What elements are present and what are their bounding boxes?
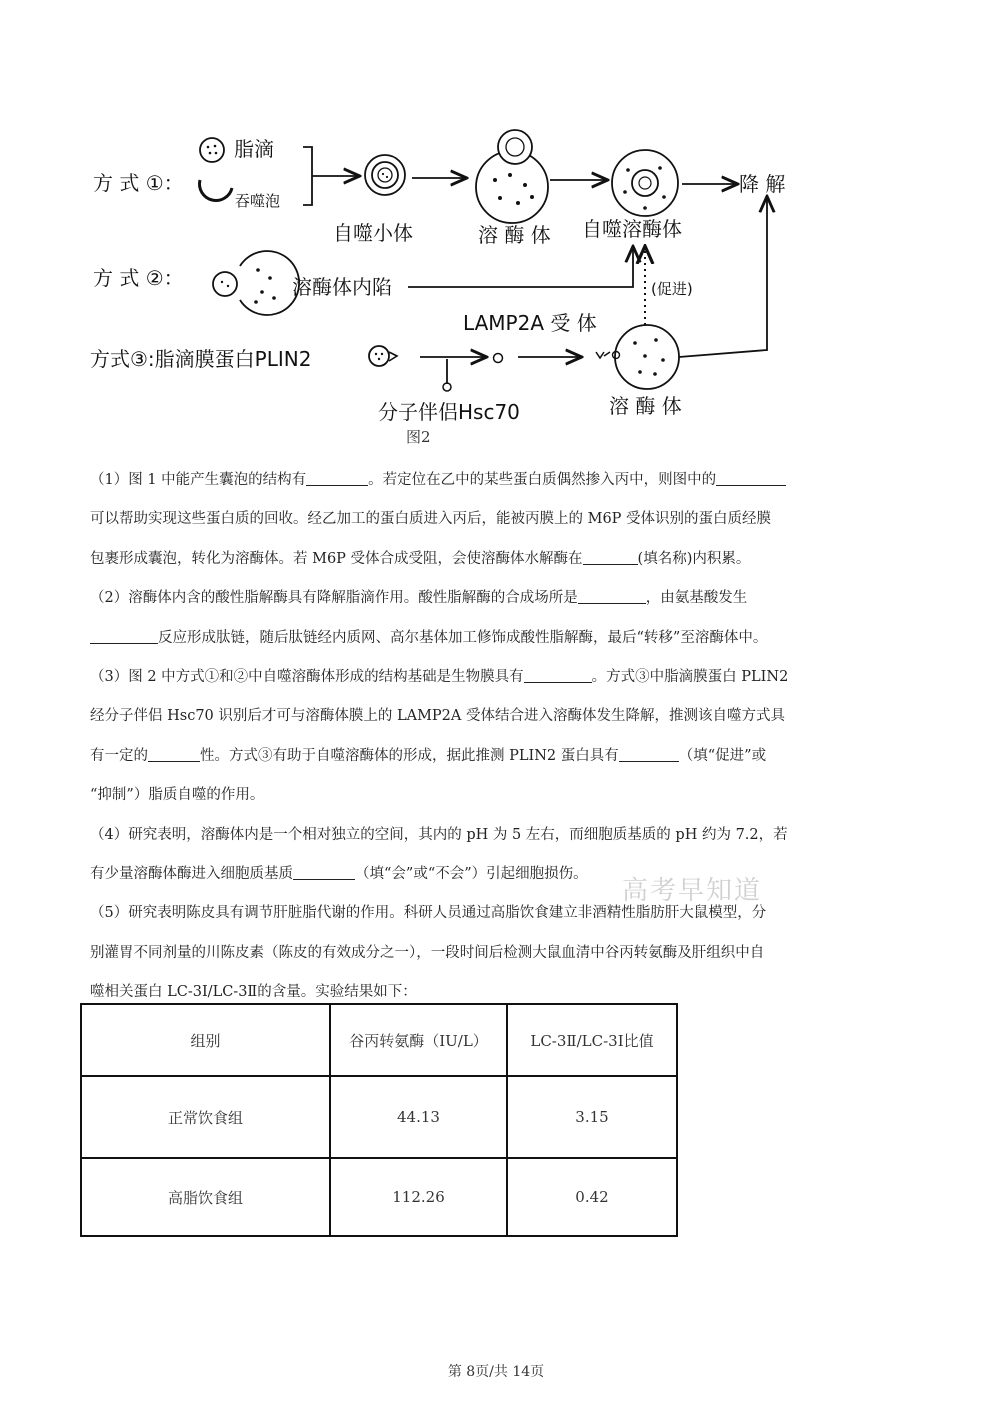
- answer-blank: [90, 628, 158, 644]
- watermark: 高考早知道: [622, 876, 763, 906]
- answer-blank: [148, 746, 200, 762]
- q4-text-b: 有少量溶酶体酶进入细胞质基质: [90, 866, 293, 883]
- q3-line3: [90, 737, 905, 776]
- table-cell: 112.26: [330, 1158, 507, 1236]
- lamp2a-label: LAMP2A 受 体: [463, 311, 597, 335]
- q5-text-c: 噬相关蛋白 LC-3Ⅰ/LC-3Ⅱ的含量。实验结果如下：: [90, 984, 417, 1001]
- answer-blank: [619, 746, 679, 762]
- q4-line2: [90, 855, 905, 894]
- answer-blank: [578, 589, 646, 605]
- lipid-droplet-icon: [200, 138, 224, 162]
- invagination-label: 溶酶体内陷: [292, 275, 392, 299]
- table-row: [81, 1158, 677, 1236]
- q3-text-d: 有一定的: [90, 747, 148, 764]
- q3-text-g: “抑制”）脂质自噬的作用。: [90, 787, 265, 804]
- table-header-cell: LC-3Ⅱ/LC-3Ⅰ比值: [507, 1004, 677, 1076]
- lysosome-top-label: 溶 酶 体: [478, 223, 551, 247]
- chaperone-label: 分子伴侣Hsc70: [378, 400, 520, 424]
- q4-text-c: （填“会”或“不会”）引起细胞损伤。: [355, 866, 588, 883]
- table-row: [81, 1076, 677, 1158]
- q3-text-e: 性。方式③有助于自噬溶酶体的形成，据此推测 PLIN2 蛋白具有: [200, 747, 619, 764]
- q3-line1: [90, 658, 905, 697]
- lysosome-bottom-label: 溶 酶 体: [609, 394, 682, 418]
- invagination-icon: [213, 251, 299, 315]
- table-cell: 0.42: [507, 1158, 677, 1236]
- lysosome-with-vesicle-icon: [476, 130, 548, 223]
- arrow-mode2-to-autolysosome: [408, 248, 633, 287]
- q1-line2: [90, 500, 905, 539]
- mode2-label: 方 式 ②：: [93, 266, 184, 290]
- answer-blank: [583, 549, 638, 565]
- answer-blank: [716, 471, 786, 487]
- hsc70-icon: [443, 383, 451, 391]
- table-header-cell: 谷丙转氨酶（IU/L）: [330, 1004, 507, 1076]
- autolysosome-label: 自噬溶酶体: [582, 217, 682, 241]
- q1-text-c: 可以帮助实现这些蛋白质的回收。经乙加工的蛋白质进入丙后，能被丙膜上的 M6P 受体识别的蛋白质经膜: [90, 511, 772, 528]
- degradation-label: 降 解: [739, 172, 786, 196]
- table-cell: 3.15: [507, 1076, 677, 1158]
- q1-text-b: 。若定位在乙中的某些蛋白质偶然掺入丙中，则图中的: [368, 472, 717, 488]
- mode1-label: 方 式 ①：: [93, 171, 184, 195]
- page-footer: 第 8页/共 14页: [447, 1364, 545, 1380]
- table-cell: 高脂饮食组: [81, 1158, 330, 1236]
- q2-text-c: 反应形成肽链，随后肽链经内质网、高尔基体加工修饰成酸性脂解酶，最后“转移”至溶酶体中。: [158, 629, 768, 646]
- answer-blank: [524, 668, 592, 684]
- arrow-lysosome-to-degradation: [679, 198, 767, 357]
- q5-text-a: （5）研究表明陈皮具有调节肝脏脂代谢的作用。科研人员通过高脂饮食建立非酒精性脂肪肝大鼠模型，分: [90, 905, 767, 922]
- q3-text-f: （填“促进”或: [678, 747, 767, 764]
- answer-blank: [306, 471, 368, 487]
- table-header-cell: 组别: [81, 1004, 330, 1076]
- lipid-droplet-label: 脂滴: [234, 137, 274, 161]
- autophagosome-icon: [365, 155, 405, 195]
- q2-text-b: ，由氨基酸发生: [645, 590, 748, 607]
- q3-text-a: （3）图 2 中方式①和②中自噬溶酶体形成的结构基础是生物膜具有: [90, 669, 524, 686]
- mode3-label: 方式③:脂滴膜蛋白PLIN2: [90, 347, 312, 371]
- q3-text-b: 。方式③中脂滴膜蛋白 PLIN2: [591, 669, 789, 686]
- q4-text-a: （4）研究表明，溶酶体内是一个相对独立的空间，其内的 pH 为 5 左右，而细胞质基质的 pH 约为 7.2，若: [90, 826, 788, 843]
- q1-text-d: 包裹形成囊泡，转化为溶酶体。若 M6P 受体合成受阻，会使溶酶体水解酶在: [90, 550, 583, 567]
- lysosome-bottom-icon: [596, 325, 679, 389]
- q1-line3: [90, 540, 905, 579]
- q1-text-a: （1）图 1 中能产生囊泡的结构有: [90, 472, 307, 488]
- q3-line4: [90, 776, 905, 815]
- q1-text-e: (填名称)内积累。: [637, 550, 751, 567]
- q3-line2: [90, 697, 905, 736]
- promote-label: (促进): [651, 280, 693, 298]
- q4-line1: [90, 816, 905, 855]
- figure-2: [0, 0, 992, 460]
- phagophore-icon: [200, 180, 232, 200]
- q5-line1: [90, 894, 905, 933]
- q5-text-b: 别灌胃不同剂量的川陈皮素（陈皮的有效成分之一），一段时间后检测大鼠血清中谷丙转氨酶及肝组织中自: [90, 944, 765, 961]
- q3-text-c: 经分子伴侣 Hsc70 识别后才可与溶酶体膜上的 LAMP2A 受体结合进入溶酶体发生降解，推测该自噬方式具: [90, 708, 785, 725]
- results-table: [80, 1003, 678, 1237]
- table-cell: 44.13: [330, 1076, 507, 1158]
- q2-line2: [90, 619, 905, 658]
- question-text: [90, 461, 905, 1013]
- table-cell: 正常饮食组: [81, 1076, 330, 1158]
- autophagy-diagram: [0, 0, 992, 460]
- answer-blank: [293, 865, 355, 881]
- q2-text-a: （2）溶酶体内含的酸性脂解酶具有降解脂滴作用。酸性脂解酶的合成场所是: [90, 590, 578, 607]
- autophagosome-label: 自噬小体: [333, 221, 413, 245]
- phagophore-label: 吞噬泡: [235, 192, 281, 210]
- q5-line2: [90, 934, 905, 973]
- complex-icon: [494, 354, 503, 363]
- table-header-row: [81, 1004, 677, 1076]
- q2-line1: [90, 579, 905, 618]
- figure-caption: 图2: [406, 428, 431, 446]
- merge-bracket-arrow: [303, 147, 358, 205]
- autolysosome-icon: [612, 150, 678, 216]
- q1-line1: [90, 461, 905, 500]
- plin2-droplet-icon: [369, 346, 397, 366]
